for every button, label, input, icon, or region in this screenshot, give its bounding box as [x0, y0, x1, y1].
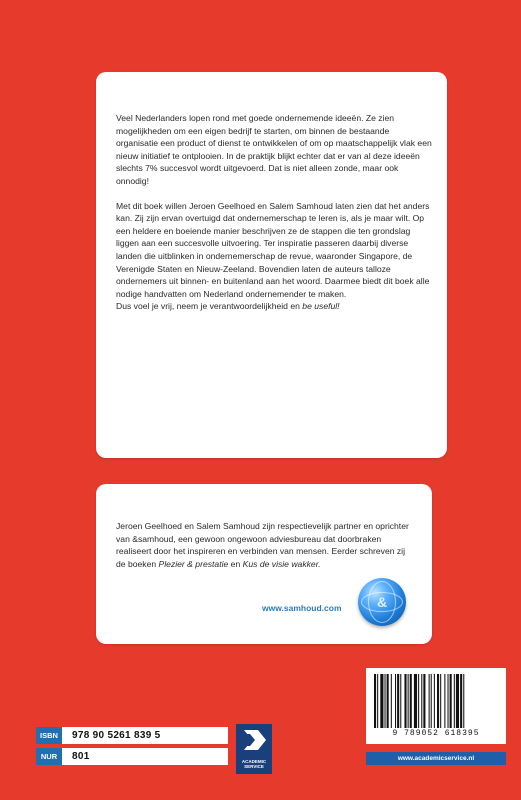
book-connector: en: [228, 558, 243, 569]
globe-logo-icon: [358, 578, 406, 626]
author-paragraph: [116, 520, 416, 570]
publisher-name-line2: SERVICE: [244, 764, 264, 769]
blurb-closing-italic: be useful!: [302, 301, 340, 312]
blurb-paragraph-3: [116, 300, 432, 313]
isbn-value: 978 90 5261 839 5: [62, 727, 228, 744]
blurb-closing-plain: Dus voel je vrij, neem je verantwoordelijkheid en: [116, 301, 303, 312]
publisher-website[interactable]: www.academicservice.nl: [366, 752, 506, 765]
isbn-block: [36, 727, 228, 765]
barcode-bars: [374, 674, 498, 728]
main-blurb-card: [96, 72, 447, 458]
blurb-paragraph-1: Veel Nederlanders lopen rond met goede ondernemende ideeën. Ze zien mogelijkheden om een eigen bedrijf te starten, om binnen de bestaande organisatie een product of dienst te ontwikkelen of om op maatschappelijk vlak een nieuw initiatief te ontplooien. In de praktijk blijkt echter dat er van al deze ideeën slechts 7% succesvol wordt uitgevoerd. Dat is niet alleen zonde, maar ook onnodig!: [116, 113, 432, 186]
barcode-number: 9 789052 618395: [392, 729, 480, 738]
blurb-paragraph-2: Met dit boek willen Jeroen Geelhoed en Salem Samhoud laten zien dat het anders kan. Zij zijn ervan overtuigd dat ondernemerschap te leren is, als je maar wilt. Op een heldere en boeiende manier beschrijven ze de stappen die ten grondslag liggen aan een succesvolle uitvoering. Ter inspiratie passeren daarbij diverse landen die uitblinken in ondernemerschap de revue, waaronder Singapore, de Verenigde Staten en Nieuw-Zeeland. Bovendien laten de auteurs talloze ondernemers uit binnen- en buitenland aan het woord. Daarmee biedt dit boek alle nodige handvatten om Nederland ondernemender te maken.: [116, 200, 430, 299]
isbn-label: ISBN: [36, 727, 62, 744]
book-title-1: Plezier & prestatie: [158, 558, 229, 569]
isbn-row: [36, 727, 228, 744]
nur-row: [36, 748, 228, 765]
author-website-link[interactable]: www.samhoud.com: [262, 603, 342, 613]
barcode: [366, 668, 506, 744]
publisher-arrow-icon: [236, 724, 272, 758]
nur-label: NUR: [36, 748, 62, 765]
book-title-2: Kus de visie wakker.: [242, 558, 321, 569]
globe-glyph: &: [376, 594, 388, 610]
nur-value: 801: [62, 748, 228, 765]
publisher-name-line1: ACADEMIC: [241, 759, 267, 764]
author-bio: Jeroen Geelhoed en Salem Samhoud zijn respectievelijk partner en oprichter van &samhoud, een gewoon ongewoon adviesbureau dat doorbraken realiseert door het inspireren en verbinden van mensen. Eerder schreven zij de boeken: [116, 521, 409, 569]
publisher-name: [236, 759, 272, 769]
main-blurb-text: [116, 112, 432, 313]
author-text: [116, 520, 416, 570]
author-card: [96, 484, 432, 644]
